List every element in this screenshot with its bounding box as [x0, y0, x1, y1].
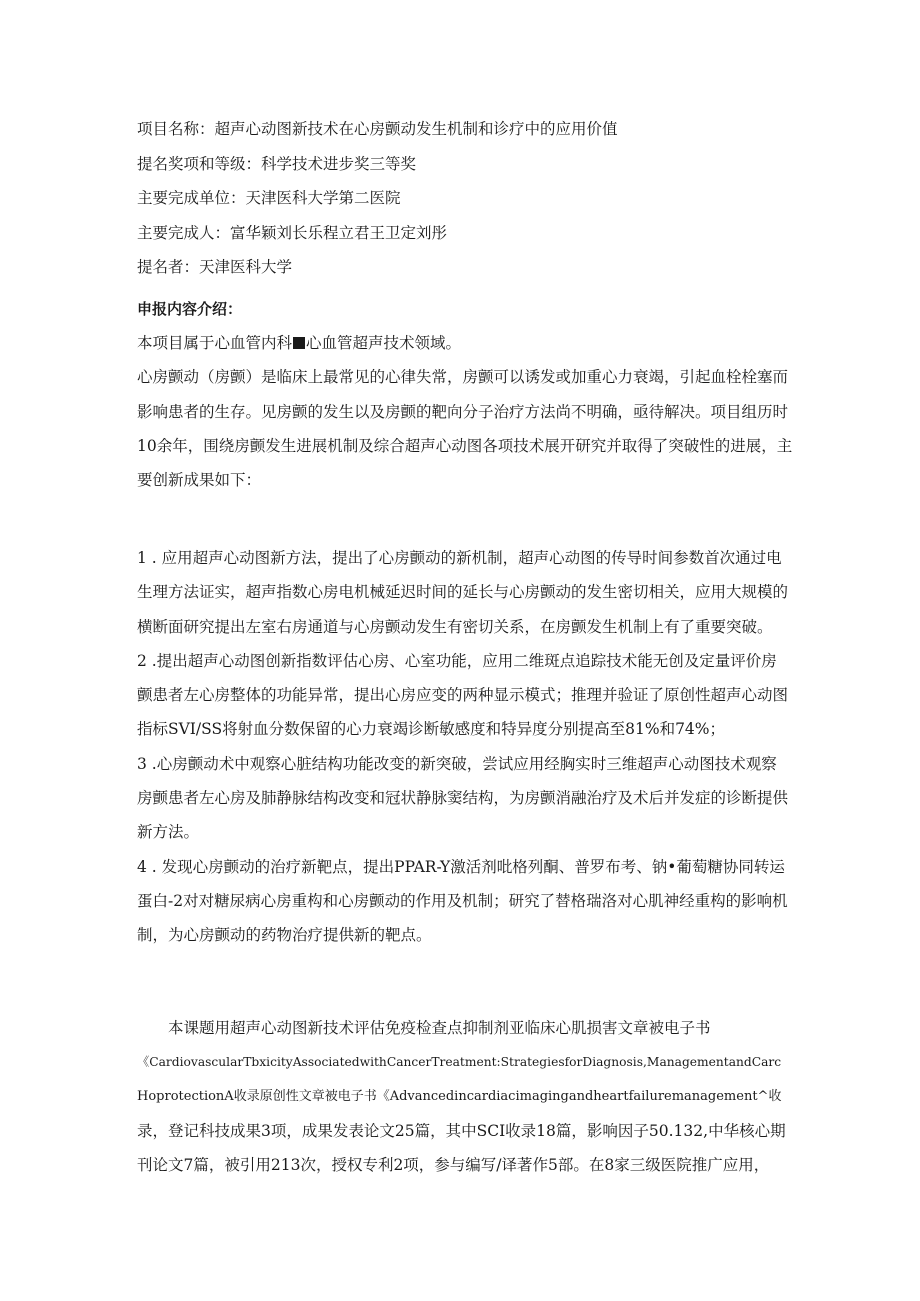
- summary-line: HoprotectionA收录原创性文章被电子书《Advancedincardiacimagingandheartfailuremanagement^收: [137, 1088, 782, 1104]
- intro-line: 心房颤动（房颤）是临床上最常见的心律失常，房颤可以诱发或加重心力衰竭，引起血栓栓塞而: [137, 368, 789, 387]
- item-line: 2 .提出超声心动图创新指数评估心房、心室功能，应用二维斑点追踪技术能无创及定量评价房: [137, 651, 777, 670]
- item-line: 3 .心房颤动术中观察心脏结构功能改变的新突破，尝试应用经胸实时三维超声心动图技术观察: [137, 754, 777, 773]
- item-line: 生理方法证实，超声指数心房电机械延迟时间的延长与心房颤动的发生密切相关，应用大规模的: [137, 583, 789, 602]
- summary-paragraph: [137, 1011, 792, 1182]
- item-line: 房颤患者左心房及肺静脉结构改变和冠状静脉窦结构，为房颤消融治疗及术后并发症的诊断提供: [137, 789, 789, 808]
- project-name: 项目名称：超声心动图新技术在心房颤动发生机制和诊疗中的应用价值: [137, 120, 618, 138]
- innovation-item-1: [137, 541, 792, 644]
- item-line: 制，为心房颤动的药物治疗提供新的靶点。: [137, 926, 432, 945]
- field-line: [137, 326, 792, 360]
- item-line: 1 . 应用超声心动图新方法，提出了心房颤动的新机制，超声心动图的传导时间参数首次通过电: [137, 549, 782, 567]
- field-text-after: 心血管超声技术领域。: [306, 334, 462, 352]
- completion-unit: 主要完成单位：天津医科大学第二医院: [137, 189, 401, 207]
- summary-line: 本课题用超声心动图新技术评估免疫检查点抑制剂亚临床心肌损害文章被电子书: [168, 1019, 711, 1037]
- summary-line: 录，登记科技成果3项，成果发表论文25篇，其中SCI收录18篇，影响因子50.132,中华核心期: [137, 1121, 786, 1140]
- item-line: 横断面研究提出左室右房通道与心房颤动发生有密切关系，在房颤发生机制上有了重要突破。: [137, 617, 773, 636]
- summary-line: 《CardiovascularTbxicityAssociatedwithCancerTreatment:StrategiesforDiagnosis,ManagementandCarc: [137, 1055, 782, 1070]
- item-line: 蛋白-2对对糖尿病心房重构和心房颤动的作用及机制；研究了替格瑞洛对心肌神经重构的影响机: [137, 891, 788, 910]
- item-line: 4 . 发现心房颤动的治疗新靶点，提出PPAR-Y激活剂吡格列酮、普罗布考、钠•葡萄糖协同转运: [137, 857, 785, 876]
- item-line: 颤患者左心房整体的功能异常，提出心房应变的两种显示模式；推理并验证了原创性超声心动图: [137, 686, 789, 705]
- innovation-item-4: [137, 850, 792, 953]
- completion-persons: 主要完成人：富华颖刘长乐程立君王卫定刘彤: [137, 223, 448, 242]
- field-text-before: 本项目属于心血管内科: [137, 334, 293, 352]
- intro-line: 影响患者的生存。见房颤的发生以及房颤的靶向分子治疗方法尚不明确，亟待解决。项目组历时: [137, 402, 789, 421]
- item-line: 指标SVI/SS将射血分数保留的心力衰竭诊断敏感度和特异度分别提高至81%和74%；: [137, 720, 726, 739]
- item-line: 新方法。: [137, 823, 200, 842]
- award-level: 提名奖项和等级：科学技术进步奖三等奖: [137, 154, 417, 173]
- innovation-list: [137, 541, 792, 953]
- section-heading: 申报内容介绍：: [137, 300, 243, 318]
- black-square-icon: [293, 337, 305, 349]
- summary-line: 刊论文7篇，被引用213次，授权专利2项，参与编写/译著作5部。在8家三级医院推广应用，: [137, 1156, 770, 1175]
- innovation-item-3: [137, 747, 792, 850]
- intro-paragraph: [137, 326, 792, 497]
- intro-line: 10余年，围绕房颤发生进展机制及综合超声心动图各项技术展开研究并取得了突破性的进展，主: [137, 436, 793, 455]
- nominator: 提名者：天津医科大学: [137, 258, 293, 276]
- innovation-item-2: [137, 644, 792, 747]
- project-meta: [137, 112, 837, 285]
- intro-line: 要创新成果如下：: [137, 471, 262, 490]
